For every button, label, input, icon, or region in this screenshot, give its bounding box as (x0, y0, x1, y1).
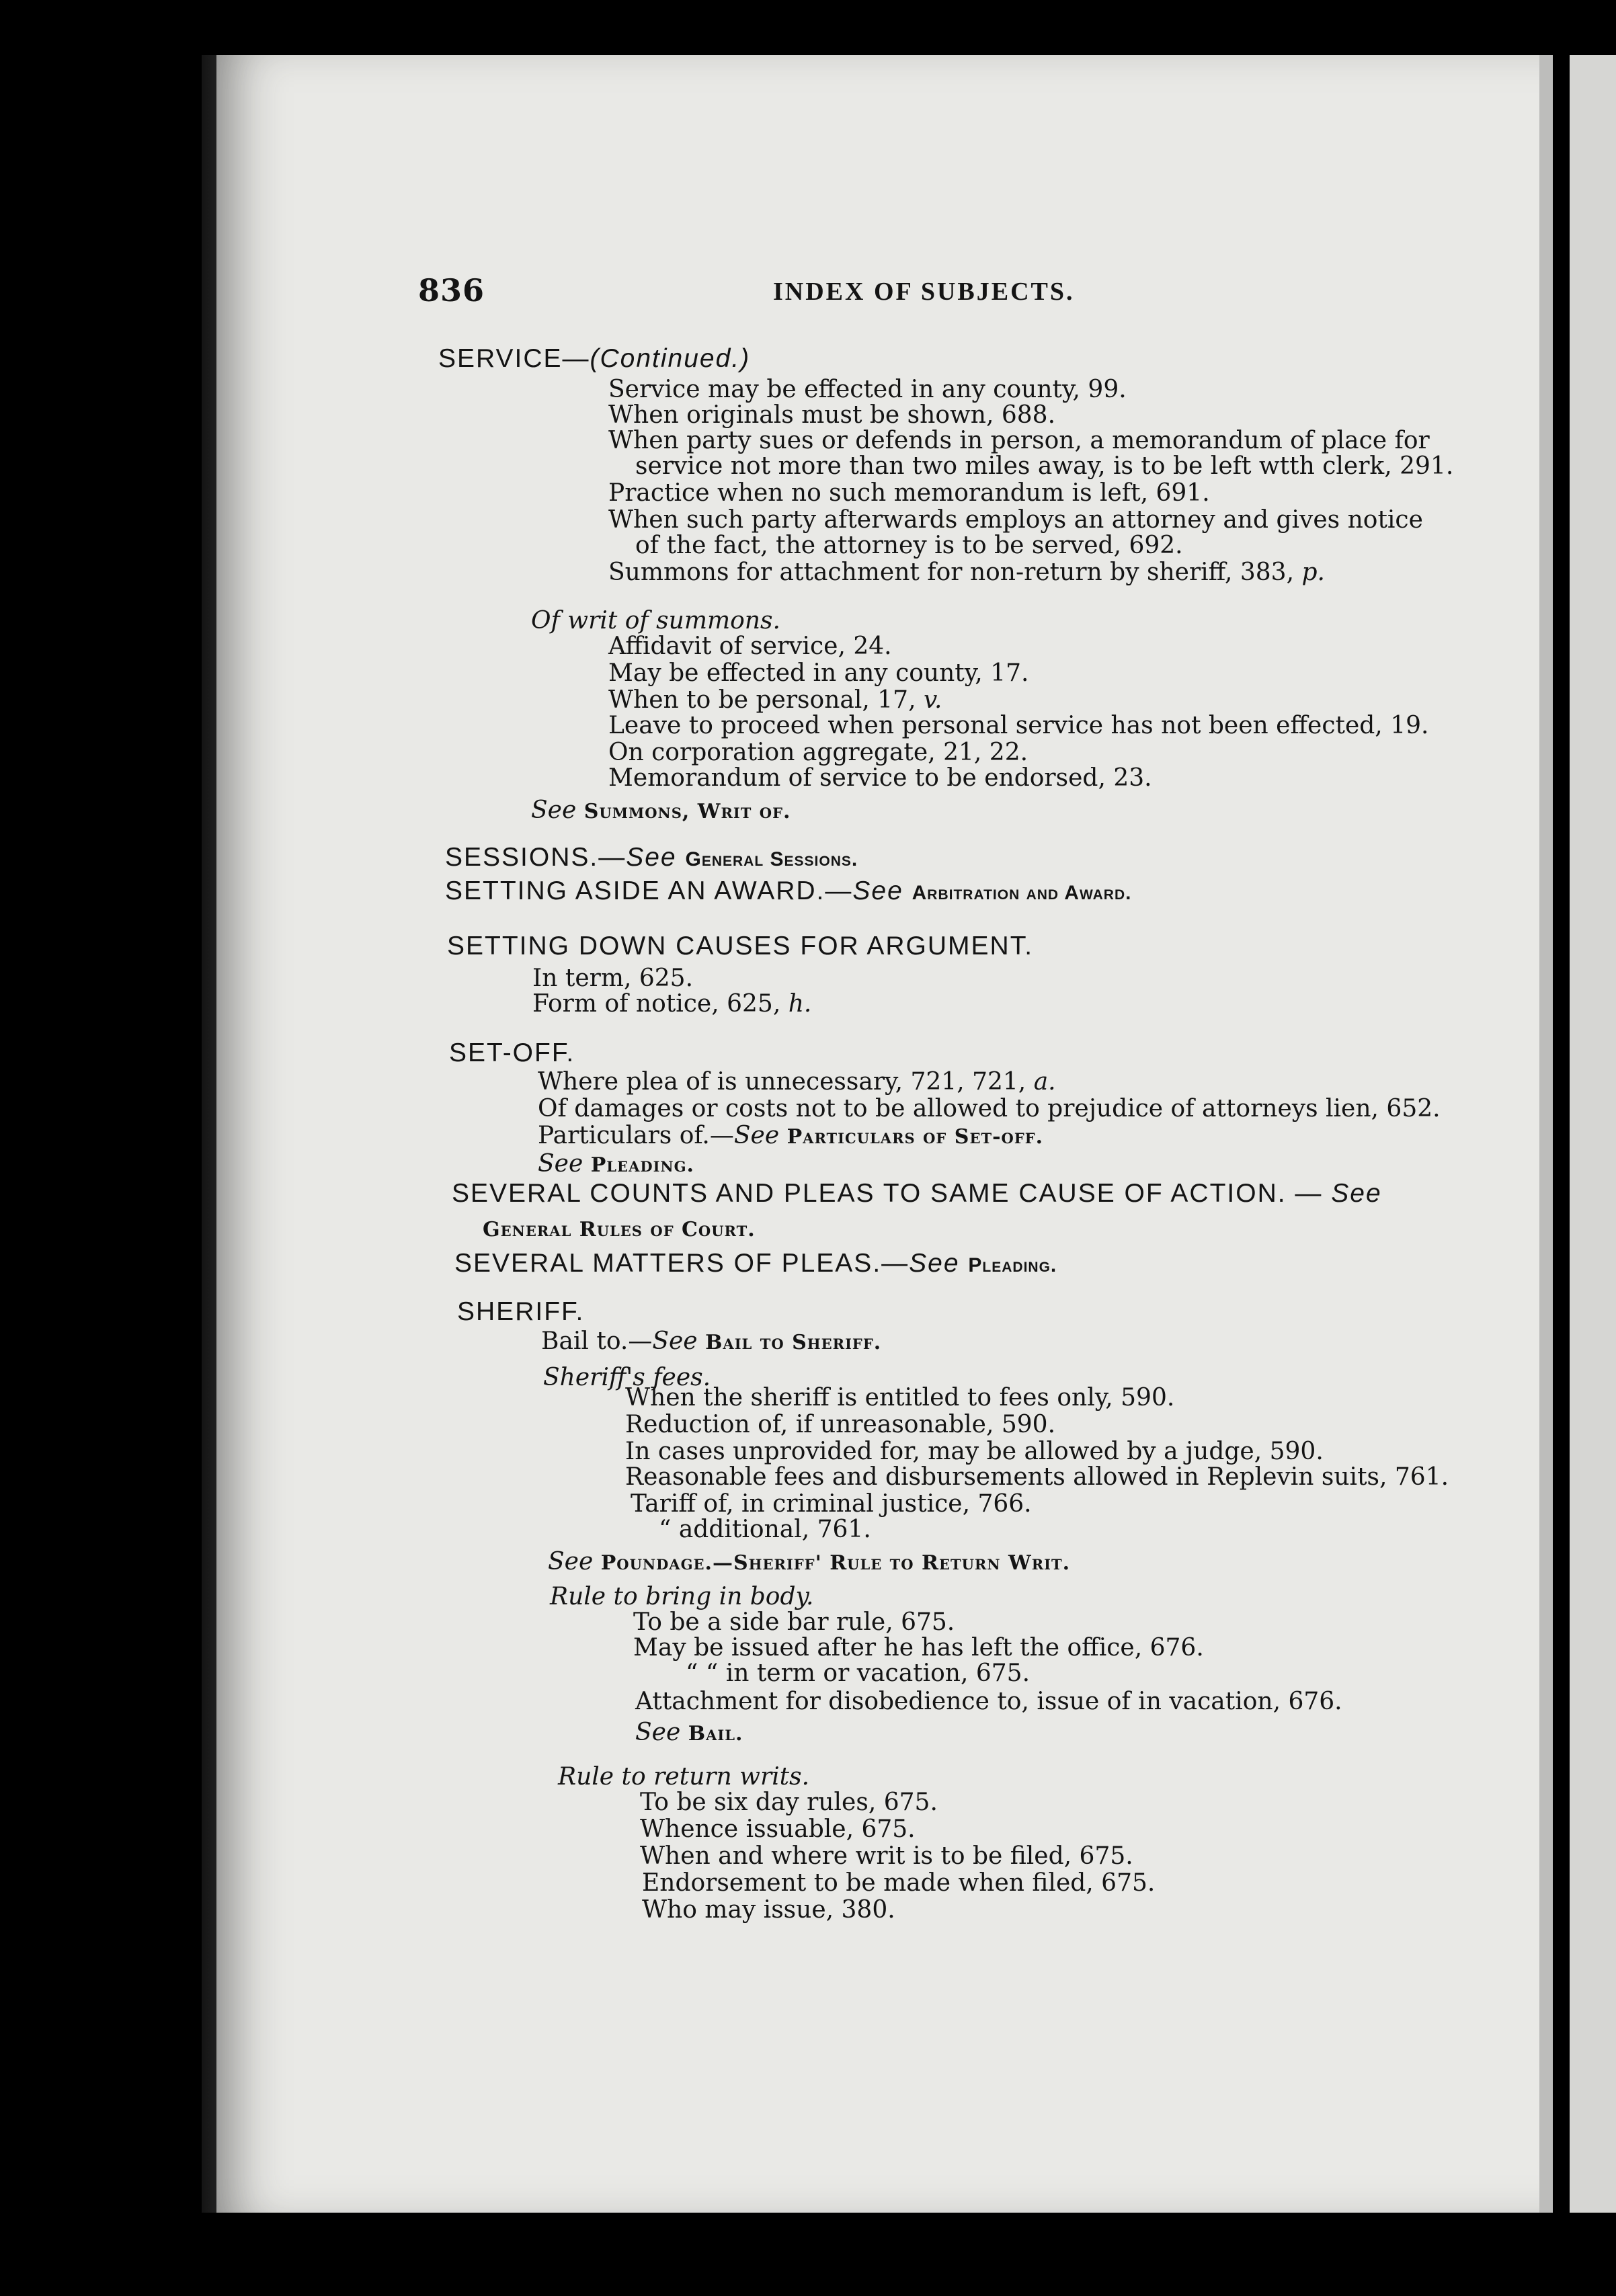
entry-line: Who may issue, 380. (642, 1896, 895, 1924)
entry-line: Practice when no such memorandum is left, 691. (608, 479, 1210, 507)
entry-heading-sessions: SESSIONS.—See General Sessions. (445, 843, 858, 872)
entry-line: When originals must be shown, 688. (608, 401, 1056, 429)
entry-line: To be a side bar rule, 675. (633, 1608, 955, 1636)
entry-line: Bail to.—See Bail to Sheriff. (541, 1327, 882, 1355)
entry-heading-set-off: SET-OFF. (449, 1038, 575, 1067)
entry-line: Where plea of is unnecessary, 721, 721, a. (538, 1068, 1056, 1096)
entry-line: Reduction of, if unreasonable, 590. (625, 1411, 1056, 1438)
page-number: 836 (418, 272, 485, 309)
subheading-rule-to-return-writs: Rule to return writs. (558, 1763, 810, 1791)
entry-line: Service may be effected in any county, 99. (608, 376, 1127, 403)
entry-line: Endorsement to be made when filed, 675. (642, 1869, 1156, 1897)
entry-heading-several-matters: SEVERAL MATTERS OF PLEAS.—See Pleading. (454, 1249, 1057, 1278)
continued-note: (Continued.) (590, 344, 751, 373)
running-title: INDEX OF SUBJECTS. (773, 278, 1075, 306)
entry-line: Form of notice, 625, h. (532, 990, 812, 1018)
entry-line: Summons for attachment for non-return by sheriff, 383, p. (608, 559, 1325, 586)
subheading-rule-to-bring-in-body: Rule to bring in body. (550, 1583, 814, 1610)
entry-line: To be six day rules, 675. (640, 1789, 938, 1816)
entry-line: Tariff of, in criminal justice, 766. (631, 1490, 1032, 1518)
entry-line: Memorandum of service to be endorsed, 23. (608, 764, 1152, 792)
entry-heading-sheriff: SHERIFF. (457, 1297, 585, 1326)
entry-line-continuation: of the fact, the attorney is to be served, 692. (635, 532, 1183, 559)
entry-line: When such party afterwards employs an attorney and gives notice (608, 506, 1423, 534)
cross-reference: See Summons, Writ of. (531, 796, 791, 824)
entry-line: When and where writ is to be filed, 675. (640, 1842, 1133, 1870)
entry-line: Of damages or costs not to be allowed to prejudice of attorneys lien, 652. (538, 1095, 1441, 1122)
entry-line: When the sheriff is entitled to fees only, 590. (625, 1384, 1175, 1411)
entry-line: Leave to proceed when personal service has not been effected, 19. (608, 712, 1429, 739)
entry-line: Affidavit of service, 24. (608, 632, 892, 660)
entry-heading-setting-down: SETTING DOWN CAUSES FOR ARGUMENT. (447, 932, 1034, 960)
entry-line: May be effected in any county, 17. (608, 659, 1029, 687)
entry-line: When party sues or defends in person, a memorandum of place for (608, 427, 1430, 454)
entry-heading-service: SERVICE—(Continued.) (438, 344, 751, 373)
entry-line: In cases unprovided for, may be allowed by a judge, 590. (625, 1438, 1324, 1465)
entry-line: In term, 625. (532, 965, 694, 992)
entry-line-continuation: service not more than two miles away, is to be left wtth clerk, 291. (635, 452, 1454, 480)
subheading-writ-of-summons: Of writ of summons. (531, 607, 780, 634)
entry-line: Attachment for disobedience to, issue of in vacation, 676. (635, 1688, 1342, 1715)
entry-heading-setting-aside: SETTING ASIDE AN AWARD.—See Arbitration and Award. (445, 876, 1132, 905)
entry-line: “ additional, 761. (659, 1516, 871, 1543)
entry-line: “ “ in term or vacation, 675. (686, 1659, 1031, 1687)
entry-heading-several-counts: SEVERAL COUNTS AND PLEAS TO SAME CAUSE OF ACTION. — See (452, 1179, 1382, 1208)
entry-line: When to be personal, 17, v. (608, 686, 942, 714)
entry-line: May be issued after he has left the office, 676. (633, 1634, 1204, 1662)
cross-reference: See Pleading. (538, 1150, 694, 1178)
entry-line: On corporation aggregate, 21, 22. (608, 739, 1028, 766)
cross-reference: See Poundage.—Sheriff' Rule to Return Writ. (548, 1548, 1071, 1575)
entry-line: Whence issuable, 675. (640, 1815, 916, 1843)
cross-reference: General Rules of Court. (483, 1218, 756, 1241)
entry-line: Particulars of.—See Particulars of Set-off. (538, 1122, 1044, 1149)
cross-reference: See Bail. (635, 1719, 743, 1746)
subheading-sheriffs-fees: Sheriff's fees. (543, 1364, 711, 1391)
entry-line: Reasonable fees and disbursements allowed in Replevin suits, 761. (625, 1463, 1449, 1491)
